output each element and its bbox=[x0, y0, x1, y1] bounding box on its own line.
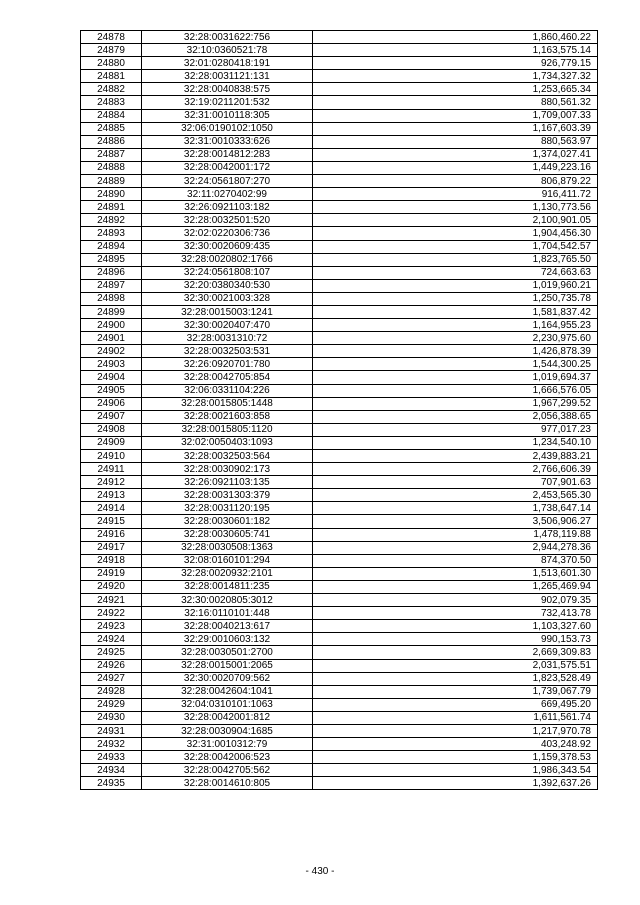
amount-cell: 1,860,460.22 bbox=[313, 31, 598, 44]
amount-cell: 1,392,637.26 bbox=[313, 777, 598, 790]
amount-cell: 977,017.23 bbox=[313, 423, 598, 436]
table-row bbox=[81, 489, 598, 502]
cadastral-number-cell: 32:26:0921103:182 bbox=[142, 201, 313, 214]
table-row bbox=[81, 57, 598, 70]
table-row bbox=[81, 594, 598, 607]
amount-cell: 1,513,601.30 bbox=[313, 567, 598, 580]
cadastral-number-cell: 32:31:0010118:305 bbox=[142, 109, 313, 122]
table-row bbox=[81, 463, 598, 476]
cadastral-number-cell: 32:26:0920701:780 bbox=[142, 358, 313, 371]
amount-cell: 1,103,327.60 bbox=[313, 620, 598, 633]
table-row bbox=[81, 685, 598, 698]
row-number-cell: 24881 bbox=[81, 70, 142, 83]
row-number-cell: 24930 bbox=[81, 711, 142, 724]
cadastral-number-cell: 32:31:0010333:626 bbox=[142, 135, 313, 148]
amount-cell: 2,031,575.51 bbox=[313, 659, 598, 672]
row-number-cell: 24915 bbox=[81, 515, 142, 528]
row-number-cell: 24883 bbox=[81, 96, 142, 109]
table-row bbox=[81, 567, 598, 580]
cadastral-number-cell: 32:02:0220306:736 bbox=[142, 227, 313, 240]
table-row bbox=[81, 410, 598, 423]
amount-cell: 2,100,901.05 bbox=[313, 214, 598, 227]
table-row bbox=[81, 633, 598, 646]
row-number-cell: 24888 bbox=[81, 161, 142, 174]
table-row bbox=[81, 580, 598, 593]
table-row bbox=[81, 515, 598, 528]
row-number-cell: 24932 bbox=[81, 738, 142, 751]
row-number-cell: 24920 bbox=[81, 580, 142, 593]
table-row bbox=[81, 646, 598, 659]
cadastral-number-cell: 32:06:0331104:226 bbox=[142, 384, 313, 397]
cadastral-number-cell: 32:28:0015805:1448 bbox=[142, 397, 313, 410]
cadastral-number-cell: 32:28:0042705:854 bbox=[142, 371, 313, 384]
table-row bbox=[81, 764, 598, 777]
row-number-cell: 24889 bbox=[81, 175, 142, 188]
row-number-cell: 24934 bbox=[81, 764, 142, 777]
amount-cell: 1,163,575.14 bbox=[313, 44, 598, 57]
amount-cell: 2,056,388.65 bbox=[313, 410, 598, 423]
amount-cell: 1,250,735.78 bbox=[313, 292, 598, 305]
amount-cell: 1,159,378.53 bbox=[313, 751, 598, 764]
cadastral-number-cell: 32:28:0020932:2101 bbox=[142, 567, 313, 580]
amount-cell: 990,153.73 bbox=[313, 633, 598, 646]
cadastral-number-cell: 32:28:0015003:1241 bbox=[142, 305, 313, 318]
cadastral-number-cell: 32:08:0160101:294 bbox=[142, 554, 313, 567]
row-number-cell: 24887 bbox=[81, 148, 142, 161]
row-number-cell: 24894 bbox=[81, 240, 142, 253]
table-row bbox=[81, 751, 598, 764]
amount-cell: 1,823,528.49 bbox=[313, 672, 598, 685]
row-number-cell: 24890 bbox=[81, 188, 142, 201]
amount-cell: 916,411.72 bbox=[313, 188, 598, 201]
amount-cell: 1,234,540.10 bbox=[313, 436, 598, 449]
cadastral-number-cell: 32:28:0032503:564 bbox=[142, 450, 313, 463]
amount-cell: 1,738,647.14 bbox=[313, 502, 598, 515]
amount-cell: 1,734,327.32 bbox=[313, 70, 598, 83]
row-number-cell: 24904 bbox=[81, 371, 142, 384]
row-number-cell: 24898 bbox=[81, 292, 142, 305]
row-number-cell: 24933 bbox=[81, 751, 142, 764]
amount-cell: 1,478,119.88 bbox=[313, 528, 598, 541]
cadastral-number-cell: 32:28:0040213:617 bbox=[142, 620, 313, 633]
row-number-cell: 24895 bbox=[81, 253, 142, 266]
row-number-cell: 24917 bbox=[81, 541, 142, 554]
amount-cell: 926,779.15 bbox=[313, 57, 598, 70]
table-row bbox=[81, 738, 598, 751]
table-row bbox=[81, 541, 598, 554]
cadastral-number-cell: 32:30:0020709:562 bbox=[142, 672, 313, 685]
table-row bbox=[81, 358, 598, 371]
row-number-cell: 24924 bbox=[81, 633, 142, 646]
page-number: - 430 - bbox=[305, 866, 335, 877]
amount-cell: 1,739,067.79 bbox=[313, 685, 598, 698]
cadastral-number-cell: 32:30:0020609:435 bbox=[142, 240, 313, 253]
row-number-cell: 24923 bbox=[81, 620, 142, 633]
cadastral-number-cell: 32:20:0380340:530 bbox=[142, 279, 313, 292]
row-number-cell: 24893 bbox=[81, 227, 142, 240]
amount-cell: 902,079.35 bbox=[313, 594, 598, 607]
row-number-cell: 24918 bbox=[81, 554, 142, 567]
row-number-cell: 24879 bbox=[81, 44, 142, 57]
cadastral-number-cell: 32:30:0021003:328 bbox=[142, 292, 313, 305]
cadastral-number-cell: 32:30:0020407:470 bbox=[142, 319, 313, 332]
table-row bbox=[81, 292, 598, 305]
row-number-cell: 24929 bbox=[81, 698, 142, 711]
cadastral-number-cell: 32:28:0040838:575 bbox=[142, 83, 313, 96]
table-row bbox=[81, 188, 598, 201]
cadastral-number-cell: 32:28:0032503:531 bbox=[142, 345, 313, 358]
cadastral-number-cell: 32:19:0211201:532 bbox=[142, 96, 313, 109]
table-row bbox=[81, 554, 598, 567]
row-number-cell: 24891 bbox=[81, 201, 142, 214]
table-row bbox=[81, 135, 598, 148]
cadastral-number-cell: 32:10:0360521:78 bbox=[142, 44, 313, 57]
table-row bbox=[81, 476, 598, 489]
row-number-cell: 24919 bbox=[81, 567, 142, 580]
table-row bbox=[81, 672, 598, 685]
table-row bbox=[81, 122, 598, 135]
amount-cell: 1,581,837.42 bbox=[313, 305, 598, 318]
cadastral-number-cell: 32:26:0921103:135 bbox=[142, 476, 313, 489]
amount-cell: 403,248.92 bbox=[313, 738, 598, 751]
row-number-cell: 24910 bbox=[81, 450, 142, 463]
table-row bbox=[81, 279, 598, 292]
table-row bbox=[81, 266, 598, 279]
records-table-body bbox=[81, 31, 598, 790]
row-number-cell: 24928 bbox=[81, 685, 142, 698]
cadastral-number-cell: 32:11:0270402:99 bbox=[142, 188, 313, 201]
amount-cell: 2,453,565.30 bbox=[313, 489, 598, 502]
amount-cell: 2,669,309.83 bbox=[313, 646, 598, 659]
amount-cell: 2,230,975.60 bbox=[313, 332, 598, 345]
cadastral-number-cell: 32:28:0031622:756 bbox=[142, 31, 313, 44]
table-row bbox=[81, 96, 598, 109]
amount-cell: 1,611,561.74 bbox=[313, 711, 598, 724]
cadastral-number-cell: 32:28:0042705:562 bbox=[142, 764, 313, 777]
row-number-cell: 24880 bbox=[81, 57, 142, 70]
amount-cell: 732,413.78 bbox=[313, 607, 598, 620]
row-number-cell: 24885 bbox=[81, 122, 142, 135]
cadastral-number-cell: 32:28:0030508:1363 bbox=[142, 541, 313, 554]
amount-cell: 1,704,542.57 bbox=[313, 240, 598, 253]
row-number-cell: 24912 bbox=[81, 476, 142, 489]
table-row bbox=[81, 161, 598, 174]
cadastral-number-cell: 32:16:0110101:448 bbox=[142, 607, 313, 620]
row-number-cell: 24911 bbox=[81, 463, 142, 476]
row-number-cell: 24926 bbox=[81, 659, 142, 672]
cadastral-number-cell: 32:28:0031121:131 bbox=[142, 70, 313, 83]
row-number-cell: 24931 bbox=[81, 724, 142, 737]
amount-cell: 1,167,603.39 bbox=[313, 122, 598, 135]
table-row bbox=[81, 345, 598, 358]
table-row bbox=[81, 175, 598, 188]
table-row bbox=[81, 423, 598, 436]
cadastral-number-cell: 32:28:0030605:741 bbox=[142, 528, 313, 541]
amount-cell: 1,019,960.21 bbox=[313, 279, 598, 292]
table-row bbox=[81, 227, 598, 240]
cadastral-number-cell: 32:29:0010603:132 bbox=[142, 633, 313, 646]
cadastral-number-cell: 32:24:0561808:107 bbox=[142, 266, 313, 279]
amount-cell: 2,944,278.36 bbox=[313, 541, 598, 554]
cadastral-number-cell: 32:24:0561807:270 bbox=[142, 175, 313, 188]
row-number-cell: 24908 bbox=[81, 423, 142, 436]
row-number-cell: 24897 bbox=[81, 279, 142, 292]
row-number-cell: 24922 bbox=[81, 607, 142, 620]
table-row bbox=[81, 44, 598, 57]
table-row bbox=[81, 528, 598, 541]
cadastral-number-cell: 32:28:0015001:2065 bbox=[142, 659, 313, 672]
records-table bbox=[80, 30, 598, 790]
table-row bbox=[81, 777, 598, 790]
row-number-cell: 24907 bbox=[81, 410, 142, 423]
table-row bbox=[81, 253, 598, 266]
row-number-cell: 24896 bbox=[81, 266, 142, 279]
cadastral-number-cell: 32:28:0042001:812 bbox=[142, 711, 313, 724]
cadastral-number-cell: 32:30:0020805:3012 bbox=[142, 594, 313, 607]
row-number-cell: 24884 bbox=[81, 109, 142, 122]
cadastral-number-cell: 32:28:0014811:235 bbox=[142, 580, 313, 593]
table-row bbox=[81, 148, 598, 161]
amount-cell: 1,967,299.52 bbox=[313, 397, 598, 410]
cadastral-number-cell: 32:28:0030902:173 bbox=[142, 463, 313, 476]
amount-cell: 1,265,469.94 bbox=[313, 580, 598, 593]
cadastral-number-cell: 32:28:0031303:379 bbox=[142, 489, 313, 502]
row-number-cell: 24909 bbox=[81, 436, 142, 449]
amount-cell: 1,986,343.54 bbox=[313, 764, 598, 777]
row-number-cell: 24902 bbox=[81, 345, 142, 358]
table-row bbox=[81, 201, 598, 214]
row-number-cell: 24905 bbox=[81, 384, 142, 397]
row-number-cell: 24882 bbox=[81, 83, 142, 96]
row-number-cell: 24892 bbox=[81, 214, 142, 227]
table-row bbox=[81, 502, 598, 515]
amount-cell: 1,666,576.05 bbox=[313, 384, 598, 397]
table-row bbox=[81, 436, 598, 449]
cadastral-number-cell: 32:28:0042604:1041 bbox=[142, 685, 313, 698]
table-row bbox=[81, 711, 598, 724]
amount-cell: 1,426,878.39 bbox=[313, 345, 598, 358]
cadastral-number-cell: 32:28:0030501:2700 bbox=[142, 646, 313, 659]
table-row bbox=[81, 397, 598, 410]
amount-cell: 874,370.50 bbox=[313, 554, 598, 567]
cadastral-number-cell: 32:28:0015805:1120 bbox=[142, 423, 313, 436]
cadastral-number-cell: 32:28:0042001:172 bbox=[142, 161, 313, 174]
cadastral-number-cell: 32:02:0050403:1093 bbox=[142, 436, 313, 449]
table-row bbox=[81, 332, 598, 345]
amount-cell: 669,495.20 bbox=[313, 698, 598, 711]
amount-cell: 707,901.63 bbox=[313, 476, 598, 489]
cadastral-number-cell: 32:28:0020802:1766 bbox=[142, 253, 313, 266]
table-row bbox=[81, 607, 598, 620]
amount-cell: 1,544,300.25 bbox=[313, 358, 598, 371]
amount-cell: 1,217,970.78 bbox=[313, 724, 598, 737]
table-row bbox=[81, 214, 598, 227]
cadastral-number-cell: 32:28:0014610:805 bbox=[142, 777, 313, 790]
table-row bbox=[81, 83, 598, 96]
cadastral-number-cell: 32:01:0280418:191 bbox=[142, 57, 313, 70]
amount-cell: 1,374,027.41 bbox=[313, 148, 598, 161]
amount-cell: 2,766,606.39 bbox=[313, 463, 598, 476]
table-row bbox=[81, 305, 598, 318]
table-row bbox=[81, 698, 598, 711]
row-number-cell: 24921 bbox=[81, 594, 142, 607]
table-row bbox=[81, 319, 598, 332]
row-number-cell: 24899 bbox=[81, 305, 142, 318]
table-row bbox=[81, 31, 598, 44]
amount-cell: 1,709,007.33 bbox=[313, 109, 598, 122]
table-row bbox=[81, 659, 598, 672]
cadastral-number-cell: 32:28:0014812:283 bbox=[142, 148, 313, 161]
amount-cell: 3,506,906.27 bbox=[313, 515, 598, 528]
amount-cell: 1,904,456.30 bbox=[313, 227, 598, 240]
row-number-cell: 24914 bbox=[81, 502, 142, 515]
amount-cell: 1,253,665.34 bbox=[313, 83, 598, 96]
cadastral-number-cell: 32:28:0030904:1685 bbox=[142, 724, 313, 737]
table-row bbox=[81, 620, 598, 633]
amount-cell: 880,563.97 bbox=[313, 135, 598, 148]
amount-cell: 724,663.63 bbox=[313, 266, 598, 279]
amount-cell: 880,561.32 bbox=[313, 96, 598, 109]
cadastral-number-cell: 32:31:0010312:79 bbox=[142, 738, 313, 751]
table-row bbox=[81, 384, 598, 397]
table-row bbox=[81, 109, 598, 122]
table-row bbox=[81, 450, 598, 463]
row-number-cell: 24901 bbox=[81, 332, 142, 345]
table-row bbox=[81, 240, 598, 253]
row-number-cell: 24906 bbox=[81, 397, 142, 410]
cadastral-number-cell: 32:28:0031120:195 bbox=[142, 502, 313, 515]
cadastral-number-cell: 32:28:0031310:72 bbox=[142, 332, 313, 345]
amount-cell: 1,130,773.56 bbox=[313, 201, 598, 214]
row-number-cell: 24913 bbox=[81, 489, 142, 502]
row-number-cell: 24916 bbox=[81, 528, 142, 541]
cadastral-number-cell: 32:28:0042006:523 bbox=[142, 751, 313, 764]
amount-cell: 1,823,765.50 bbox=[313, 253, 598, 266]
amount-cell: 1,449,223.16 bbox=[313, 161, 598, 174]
cadastral-number-cell: 32:28:0030601:182 bbox=[142, 515, 313, 528]
row-number-cell: 24903 bbox=[81, 358, 142, 371]
amount-cell: 2,439,883.21 bbox=[313, 450, 598, 463]
amount-cell: 1,019,694.37 bbox=[313, 371, 598, 384]
amount-cell: 1,164,955.23 bbox=[313, 319, 598, 332]
cadastral-number-cell: 32:28:0032501:520 bbox=[142, 214, 313, 227]
cadastral-number-cell: 32:06:0190102:1050 bbox=[142, 122, 313, 135]
row-number-cell: 24935 bbox=[81, 777, 142, 790]
table-row bbox=[81, 724, 598, 737]
amount-cell: 806,879.22 bbox=[313, 175, 598, 188]
cadastral-number-cell: 32:28:0021603:858 bbox=[142, 410, 313, 423]
table-row bbox=[81, 70, 598, 83]
row-number-cell: 24927 bbox=[81, 672, 142, 685]
row-number-cell: 24886 bbox=[81, 135, 142, 148]
table-row bbox=[81, 371, 598, 384]
row-number-cell: 24878 bbox=[81, 31, 142, 44]
row-number-cell: 24925 bbox=[81, 646, 142, 659]
cadastral-number-cell: 32:04:0310101:1063 bbox=[142, 698, 313, 711]
row-number-cell: 24900 bbox=[81, 319, 142, 332]
